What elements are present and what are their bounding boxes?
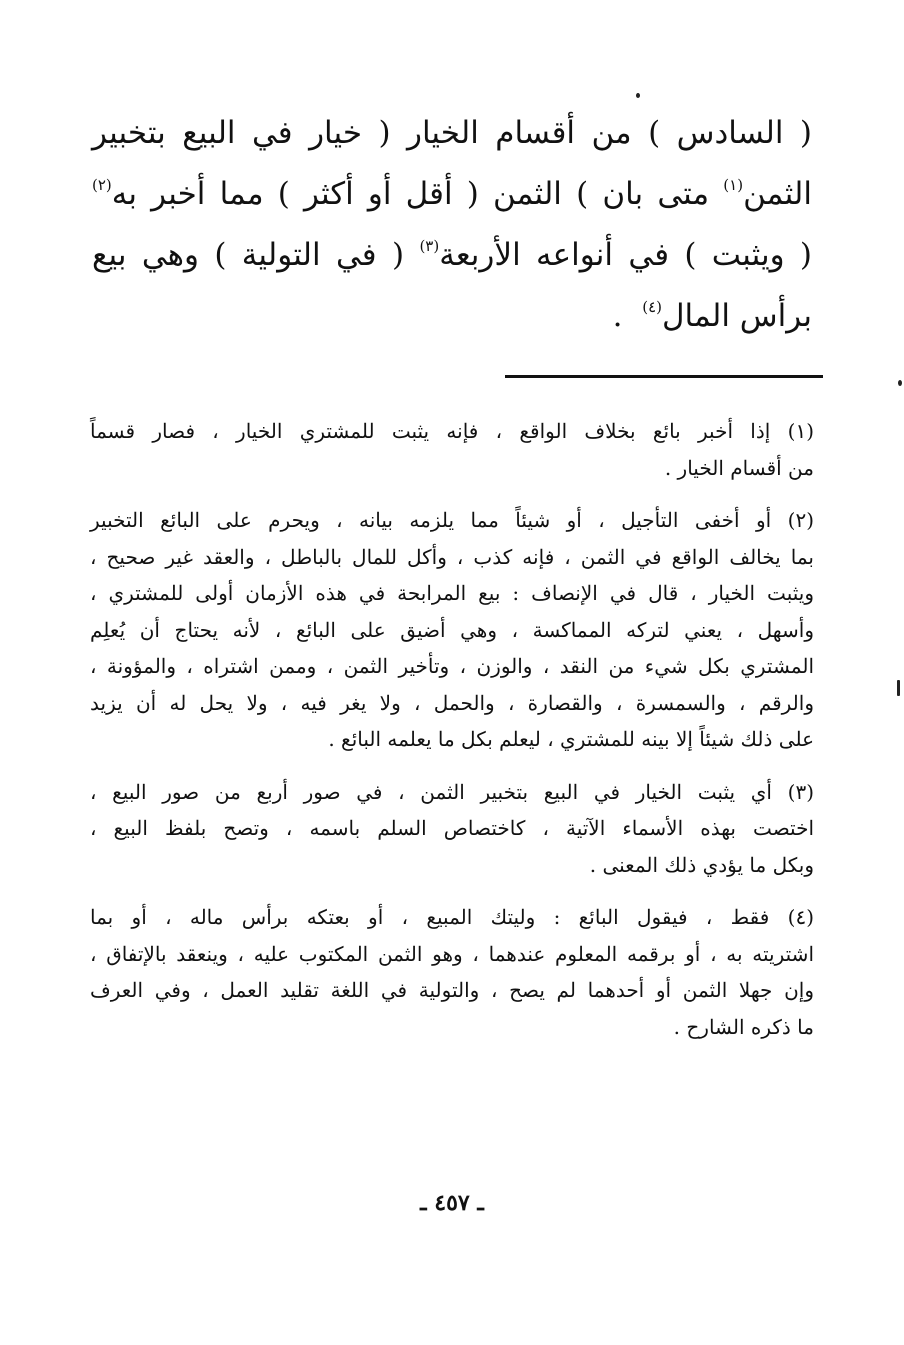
- main-line-3-text: ( ويثبت ) في أنواعه الأربعة: [439, 237, 812, 273]
- footnote-4-line: اشتريته به ، أو برقمه المعلوم عندهما ، وهو الثمن المكتوب عليه ، وينعقد بالإتفاق ،: [90, 941, 814, 966]
- main-line-4-period: .: [612, 298, 623, 334]
- footnote-3-line: (٣) أي يثبت الخيار في البيع بتخبير الثمن ، في صور أربع من صور البيع ،: [90, 779, 814, 804]
- main-line-3-text-end: ( في التولية ) وهي بيع: [92, 237, 405, 273]
- print-speck: [897, 680, 900, 696]
- footnote-marker-2: (٢): [92, 176, 112, 194]
- print-speck: [636, 93, 640, 98]
- footnote-2-line: وأسهل ، يعني لتركه المماكسة ، وهي أضيق على البائع ، لأنه يحتاج أن يُعلِم: [90, 617, 814, 642]
- footnote-3: [90, 774, 814, 884]
- footnote-marker-4: (٤): [642, 298, 662, 316]
- footnote-2-line: والرقم ، والسمسرة ، والقصارة ، والحمل ، ولا يغر فيه ، ولا يحل له أن يزيد: [90, 690, 814, 715]
- main-line-1-text: ( السادس ) من أقسام الخيار ( خيار في البيع بتخبير: [92, 115, 812, 151]
- footnote-1-line: (١) إذا أخبر بائع بخلاف الواقع ، فإنه يثبت للمشتري الخيار ، فصار قسماً: [90, 419, 814, 443]
- footnote-separator-rule: [505, 375, 823, 378]
- main-line-2: [92, 164, 812, 225]
- footnote-2-line: المشتري بكل شيء من النقد ، والوزن ، وتأخير الثمن ، وممن اشتراه ، والمؤونة ،: [90, 654, 814, 678]
- page-number: ـ ٤٥٧ ـ: [420, 1190, 484, 1216]
- footnote-marker-1: (١): [723, 176, 744, 194]
- footnote-1-line: من أقسام الخيار .: [664, 455, 814, 480]
- footnote-4-line: ما ذكره الشارح .: [673, 1014, 814, 1039]
- footnote-1: [90, 413, 814, 486]
- footnote-2-line: بما يخالف الواقع في الثمن ، فإنه كذب ، وأكل للمال بالباطل ، والعقد غير صحيح ،: [90, 544, 814, 569]
- main-line-1: [92, 103, 812, 164]
- footnote-3-line: اختصت بهذه الأسماء الآتية ، كاختصاص السلم باسمه ، وتصح بلفظ البيع ،: [90, 816, 814, 840]
- footnote-4-line: وإن جهلا الثمن أو أحدهما لم يصح ، والتولية في اللغة تقليد العمل ، وفي العرف: [90, 978, 814, 1002]
- main-line-2-text: متى بان ) الثمن ( أقل أو أكثر ) مما أخبر به: [111, 176, 710, 212]
- footnote-4: [90, 899, 814, 1045]
- footnote-2-line: على ذلك شيئاً إلا بينه للمشتري ، ليعلم بكل ما يعلمه البائع .: [328, 727, 814, 751]
- footnote-4-line: (٤) فقط ، فيقول البائع : وليتك المبيع ، أو بعتكه برأس ماله ، أو بما: [90, 905, 814, 929]
- print-speck: [898, 380, 902, 386]
- main-text-block: [92, 103, 812, 347]
- footnote-2: [90, 502, 814, 758]
- footnote-3-line: وبكل ما يؤدي ذلك المعنى .: [589, 852, 814, 877]
- main-line-4: [92, 286, 812, 347]
- main-line-3: [92, 225, 812, 286]
- main-line-2-word: الثمن: [743, 176, 812, 212]
- footnote-2-line: ويثبت الخيار ، قال في الإنصاف : بيع المرابحة في هذه الأزمان أولى للمشتري ،: [90, 581, 814, 605]
- footnotes-section: [90, 413, 814, 1061]
- footnote-2-line: (٢) أو أخفى التأجيل ، أو شيئاً مما يلزمه بيانه ، ويحرم على البائع التخبير: [90, 508, 814, 532]
- footnote-marker-3: (٣): [419, 237, 440, 255]
- main-line-4-text: برأس المال: [662, 298, 812, 334]
